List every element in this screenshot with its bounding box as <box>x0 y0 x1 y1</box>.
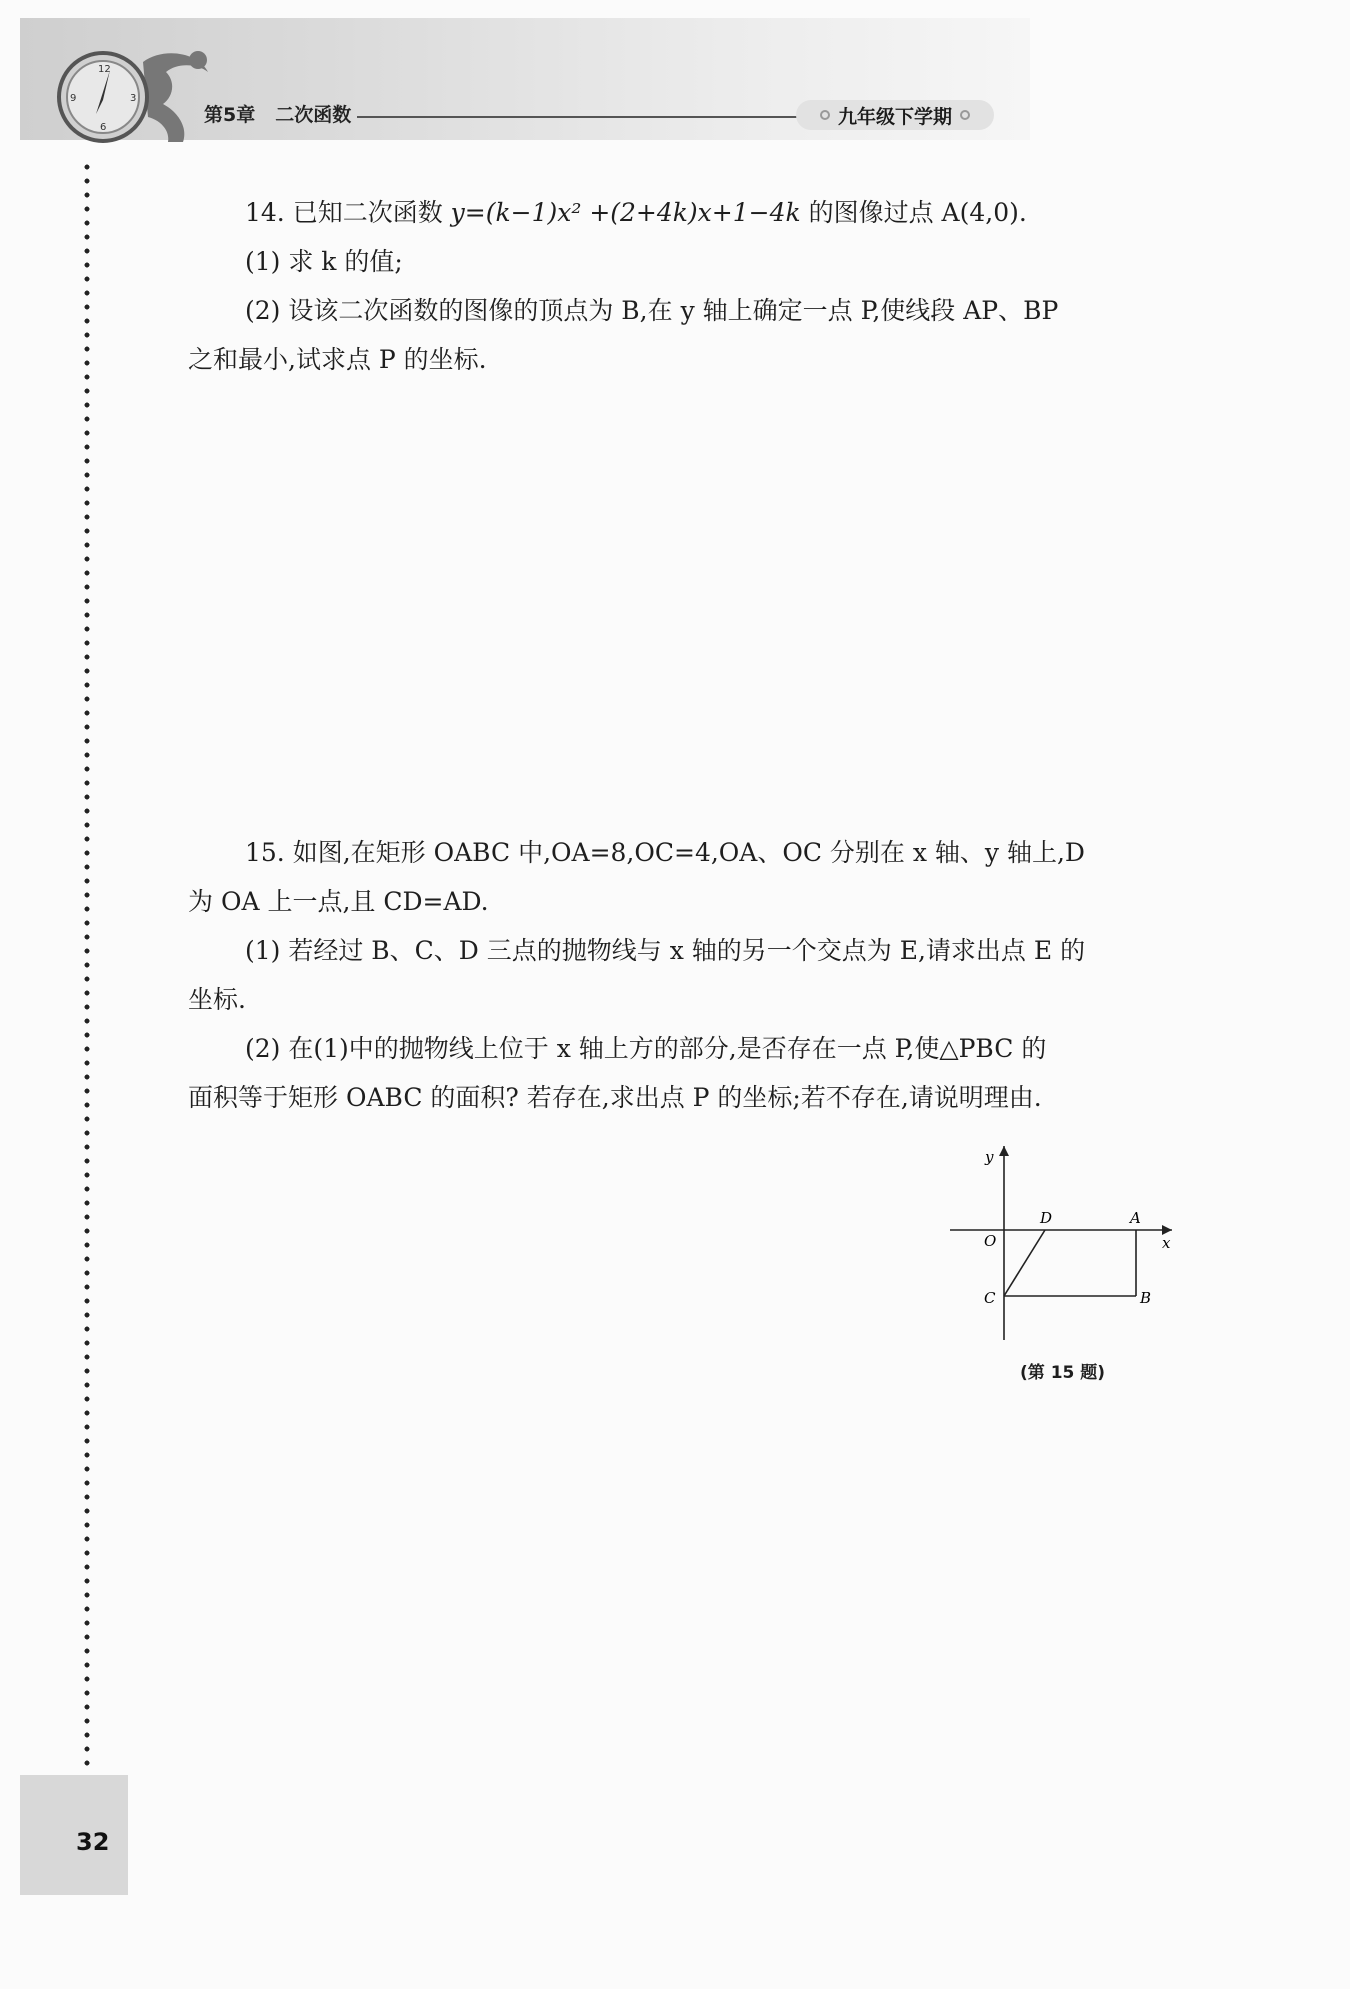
header-rule <box>357 116 797 118</box>
runner-head-icon <box>189 51 207 69</box>
clock-digit-9: 9 <box>70 93 77 104</box>
problem-14-number: 14. <box>245 198 285 227</box>
grade-badge <box>796 100 994 130</box>
point-label-b: B <box>1140 1289 1152 1307</box>
x-axis-label: x <box>1162 1234 1171 1252</box>
pill-dot-icon <box>960 110 970 120</box>
problem-14-formula: y=(k−1)x² +(2+4k)x+1−4k <box>450 198 801 227</box>
problem-15-stem-text: 如图,在矩形 OABC 中,OA=8,OC=4,OA、OC 分别在 x 轴、y 轴上,D <box>292 838 1085 867</box>
problem-15-stem <box>188 828 1208 877</box>
problem-14-part-2: (2) 设该二次函数的图像的顶点为 B,在 y 轴上确定一点 P,使线段 AP、BP <box>245 296 1059 325</box>
clock-runner-logo <box>48 42 218 152</box>
page-number-box <box>20 1775 128 1895</box>
grade-label: 九年级下学期 <box>837 105 952 128</box>
problem-14-part-2-cont: 之和最小,试求点 P 的坐标. <box>188 345 487 374</box>
problem-14-stem-post: 的图像过点 A(4,0). <box>800 198 1027 227</box>
problem-14-stem <box>188 188 1208 237</box>
segment-cd <box>1004 1230 1045 1296</box>
binding-dots <box>84 160 90 1772</box>
clock-digit-12: 12 <box>98 64 111 75</box>
y-axis-label: y <box>985 1148 994 1166</box>
problem-15-stem-cont: 为 OA 上一点,且 CD=AD. <box>188 887 489 916</box>
y-axis-arrow-icon <box>999 1146 1009 1156</box>
chapter-title <box>204 100 351 127</box>
point-label-c: C <box>984 1289 996 1307</box>
problem-15-part-1-cont: 坐标. <box>188 985 246 1014</box>
pill-dot-icon <box>820 110 830 120</box>
problem-15-figure <box>940 1140 1180 1340</box>
clock-digit-6: 6 <box>100 122 107 133</box>
chapter-number: 第5章 <box>204 104 256 126</box>
point-label-a: A <box>1130 1209 1141 1227</box>
problem-15-part-2: (2) 在(1)中的抛物线上位于 x 轴上方的部分,是否存在一点 P,使△PBC 的 <box>245 1034 1047 1063</box>
figure-caption: (第 15 题) <box>1020 1363 1106 1383</box>
chapter-name: 二次函数 <box>275 104 352 126</box>
problem-14-stem-pre: 已知二次函数 <box>292 198 451 227</box>
problem-14-part-1: (1) 求 k 的值; <box>245 247 403 276</box>
clock-digit-3: 3 <box>130 93 137 104</box>
point-label-o: O <box>984 1232 997 1250</box>
problem-15-part-2-cont: 面积等于矩形 OABC 的面积? 若存在,求出点 P 的坐标;若不存在,请说明理由. <box>188 1083 1042 1112</box>
problem-15-number: 15. <box>245 838 285 867</box>
page-number: 32 <box>76 1828 110 1856</box>
point-label-d: D <box>1040 1209 1053 1227</box>
problem-15-part-1: (1) 若经过 B、C、D 三点的抛物线与 x 轴的另一个交点为 E,请求出点 E 的 <box>245 936 1086 965</box>
